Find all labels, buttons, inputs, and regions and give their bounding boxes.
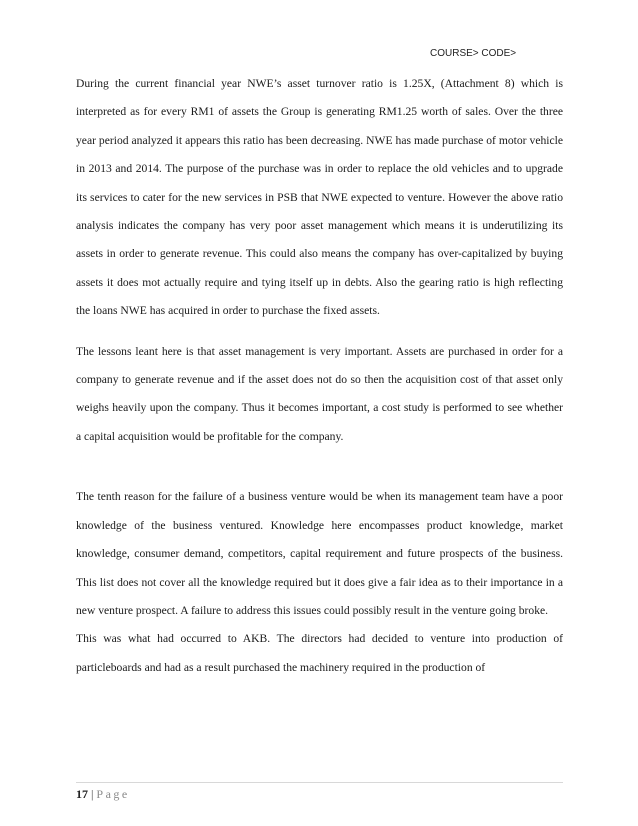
paragraph-tenth-reason: The tenth reason for the failure of a business venture would be when its management team have a poor knowledge of the business ventured. Knowledge here encompasses product knowledge, market knowledge, consumer demand, competitors, capital requirement and future prospects of the business. This list does not cover all the knowledge required but it does give a fair idea as to their importance in a new venture prospect. A failure to address this issues could possibly result in the venture going broke. xyxy=(76,490,563,617)
page-label: Page xyxy=(96,787,130,801)
page-number: 17 xyxy=(76,787,88,801)
page-footer xyxy=(76,787,130,802)
paragraph-akb-example: This was what had occurred to AKB. The directors had decided to venture into production of particleboards and had as a result purchased the machinery required in the production of xyxy=(76,632,563,674)
course-code-header: COURSE> CODE> xyxy=(430,48,517,59)
paragraph-lessons-asset-management: The lessons leant here is that asset management is very important. Assets are purchased in order for a company to generate revenue and if the asset does not do so then the acquisition cost of that asset only weighs heavily upon the company. Thus it becomes important, a cost study is performed to see whether a capital acquisition would be profitable for the company. xyxy=(76,344,563,443)
footer-divider xyxy=(76,782,563,783)
body-text xyxy=(76,70,563,682)
footer-separator: | xyxy=(91,787,94,801)
paragraph-asset-turnover: During the current financial year NWE’s asset turnover ratio is 1.25X, (Attachment 8) which is interpreted as for every RM1 of assets the Group is generating RM1.25 worth of sales. Over the three year period analyzed it appears this ratio has been decreasing. NWE has made purchase of motor vehicle in 2013 and 2014. The purpose of the purchase was in order to replace the old vehicles and to upgrade its services to cater for the new services in PSB that NWE expected to venture. However the above ratio analysis indicates the company has very poor asset management which means it is underutilizing its assets in order to generate revenue. This could also means the company has over-capitalized by buying assets it does mot actually require and tying itself up in debts. Also the gearing ratio is high reflecting the loans NWE has acquired in order to purchase the fixed assets. xyxy=(76,77,563,318)
